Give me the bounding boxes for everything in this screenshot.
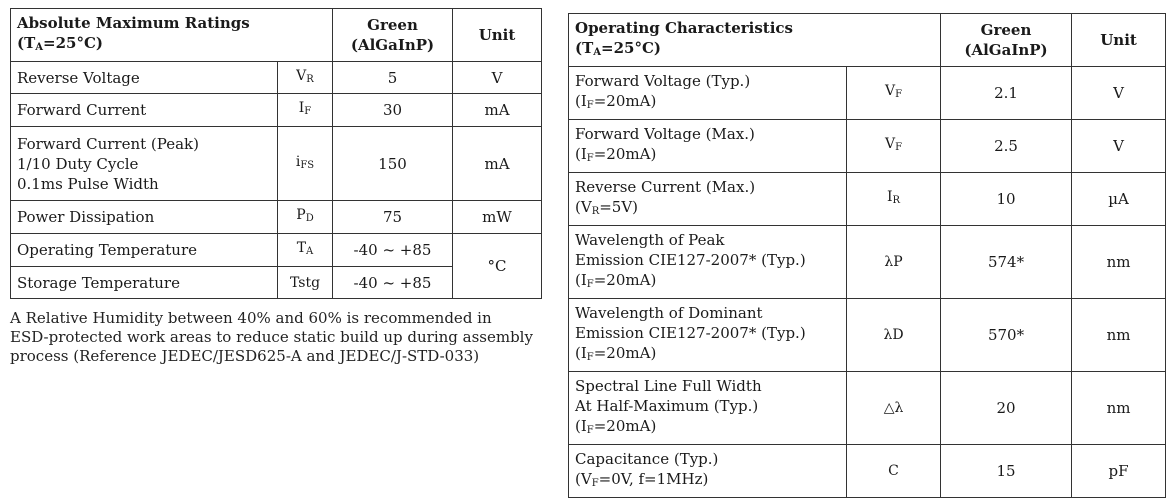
symbol-subscript: R — [892, 195, 901, 206]
symbol-subscript: FS — [300, 159, 315, 171]
value-cell: 15 — [941, 445, 1072, 498]
value-cell: 570* — [941, 299, 1072, 372]
value-cell: -40 ~ +85 — [333, 234, 453, 267]
table-row — [569, 120, 1166, 173]
cond-subscript: A — [35, 41, 44, 53]
symbol-text: I — [886, 189, 893, 205]
param-cell — [11, 127, 278, 201]
unit-cell: mA — [453, 94, 542, 127]
param-cell — [11, 234, 278, 267]
table-row — [11, 201, 542, 234]
symbol-text: V — [884, 136, 896, 152]
absolute-max-title: Absolute Maximum Ratings — [17, 13, 250, 32]
unit-header: Unit — [453, 9, 542, 62]
symbol-cell — [278, 201, 333, 234]
cond-suffix: =0V, f=1MHz) — [598, 469, 709, 488]
param-cell — [569, 173, 847, 226]
symbol-cell — [847, 173, 941, 226]
cond-prefix: (I — [575, 416, 587, 435]
symbol-cell — [847, 120, 941, 173]
param-cell — [569, 67, 847, 120]
param-cell — [11, 201, 278, 234]
cond-prefix: (V — [575, 197, 592, 216]
param-line: Forward Current (Peak) — [17, 134, 199, 153]
table-row — [11, 127, 542, 201]
unit-cell: µA — [1072, 173, 1166, 226]
param-line: Operating Temperature — [17, 241, 198, 259]
param-line: Reverse Current (Max.) — [575, 177, 756, 196]
condition-line — [575, 91, 840, 116]
symbol-subscript: R — [306, 73, 314, 85]
cond-prefix: (T — [575, 38, 594, 57]
unit-cell: pF — [1072, 445, 1166, 498]
symbol-text: V — [884, 83, 896, 99]
unit-cell: nm — [1072, 226, 1166, 299]
param-line: Storage Temperature — [17, 273, 180, 292]
cond-subscript: R — [591, 205, 600, 217]
symbol-cell — [847, 372, 941, 445]
symbol-text: i — [295, 153, 301, 170]
symbol-cell — [278, 234, 333, 267]
value-cell: 2.5 — [941, 120, 1072, 173]
table-header-row — [11, 9, 542, 62]
param-cell — [11, 62, 278, 94]
cond-suffix: =20mA) — [593, 91, 657, 110]
symbol-cell — [847, 226, 941, 299]
green-header — [333, 9, 453, 62]
unit-cell: °C — [453, 234, 542, 299]
condition-line — [575, 197, 840, 222]
param-line: 0.1ms Pulse Width — [17, 174, 159, 193]
note-line: A Relative Humidity between 40% and 60% is recommended in — [10, 309, 492, 327]
green-material: (AlGaInP) — [964, 41, 1048, 59]
condition-line — [575, 270, 840, 295]
table-row — [569, 299, 1166, 372]
symbol-cell — [278, 267, 333, 299]
absolute-maximum-ratings-table — [10, 8, 542, 299]
operating-title: Operating Characteristics — [575, 18, 794, 37]
condition-line — [575, 469, 840, 494]
cond-prefix: (I — [575, 91, 587, 110]
param-cell — [569, 445, 847, 498]
unit-header: Unit — [1072, 14, 1166, 67]
unit-cell: V — [1072, 120, 1166, 173]
param-line: Spectral Line Full Width — [575, 376, 762, 395]
value-cell: 75 — [333, 201, 453, 234]
symbol-text: λD — [883, 327, 904, 343]
param-cell — [11, 94, 278, 127]
value-cell: 2.1 — [941, 67, 1072, 120]
symbol-cell — [278, 127, 333, 201]
symbol-subscript: A — [306, 246, 314, 257]
table-row — [11, 234, 542, 267]
symbol-text: I — [298, 100, 305, 116]
symbol-cell — [847, 299, 941, 372]
cond-suffix: =20mA) — [593, 270, 657, 289]
value-cell: 10 — [941, 173, 1072, 226]
param-line: Capacitance (Typ.) — [575, 449, 719, 468]
value-cell: 574* — [941, 226, 1072, 299]
param-cell — [569, 299, 847, 372]
param-line: Emission CIE127-2007* (Typ.) — [575, 323, 806, 342]
value-cell: 20 — [941, 372, 1072, 445]
cond-prefix: (I — [575, 144, 587, 163]
cond-suffix: =5V) — [599, 197, 639, 216]
condition-line — [575, 144, 840, 169]
operating-title-cell — [569, 14, 941, 67]
symbol-subscript: D — [305, 213, 314, 224]
table-row — [11, 62, 542, 94]
condition-line — [575, 416, 840, 441]
note-line: process (Reference JEDEC/JESD625-A and JEDEC/J-STD-033) — [10, 347, 480, 365]
param-line: At Half-Maximum (Typ.) — [575, 396, 759, 415]
cond-subscript: F — [586, 278, 594, 290]
symbol-subscript: F — [895, 89, 903, 100]
param-line: Wavelength of Peak — [575, 230, 725, 249]
value-cell: -40 ~ +85 — [333, 267, 453, 299]
unit-cell: V — [453, 62, 542, 94]
unit-cell: nm — [1072, 372, 1166, 445]
param-line: Reverse Voltage — [17, 68, 140, 87]
unit-cell: mA — [453, 127, 542, 201]
param-line: Forward Voltage (Max.) — [575, 124, 755, 143]
table-header-row — [569, 14, 1166, 67]
symbol-subscript: F — [304, 106, 312, 117]
param-cell — [569, 372, 847, 445]
table-row — [569, 445, 1166, 498]
cond-suffix: =20mA) — [593, 416, 657, 435]
param-line: Forward Voltage (Typ.) — [575, 71, 751, 90]
green-label: Green — [980, 21, 1032, 39]
param-cell — [11, 267, 278, 299]
value-cell: 5 — [333, 62, 453, 94]
param-line: Power Dissipation — [17, 208, 155, 226]
value-cell: 150 — [333, 127, 453, 201]
unit-cell: nm — [1072, 299, 1166, 372]
cond-prefix: (I — [575, 343, 587, 362]
table-row — [569, 67, 1166, 120]
cond-suffix: =25°C) — [43, 33, 104, 52]
param-line: 1/10 Duty Cycle — [17, 154, 139, 173]
symbol-text: Tstg — [289, 274, 321, 291]
symbol-cell — [278, 94, 333, 127]
symbol-text: △λ — [883, 400, 904, 416]
green-header — [941, 14, 1072, 67]
symbol-text: λP — [884, 254, 903, 270]
cond-suffix: =20mA) — [593, 343, 657, 362]
symbol-cell — [847, 445, 941, 498]
operating-condition — [575, 38, 934, 63]
humidity-note — [10, 309, 550, 366]
param-line: Forward Current — [17, 101, 147, 119]
value-cell: 30 — [333, 94, 453, 127]
cond-subscript: F — [586, 152, 594, 164]
table-row — [569, 173, 1166, 226]
note-line: ESD-protected work areas to reduce static build up during assembly — [10, 328, 533, 346]
cond-prefix: (V — [575, 469, 592, 488]
symbol-subscript: F — [895, 142, 903, 153]
cond-suffix: =20mA) — [593, 144, 657, 163]
cond-subscript: F — [586, 351, 594, 363]
cond-prefix: (T — [17, 33, 36, 52]
green-material: (AlGaInP) — [350, 36, 435, 54]
table-row — [11, 94, 542, 127]
absolute-max-title-cell — [11, 9, 333, 62]
symbol-text: V — [296, 67, 307, 84]
param-line: Emission CIE127-2007* (Typ.) — [575, 250, 806, 269]
green-label: Green — [367, 16, 418, 34]
symbol-text: C — [888, 463, 899, 479]
cond-subscript: F — [586, 99, 594, 111]
operating-characteristics-table — [568, 13, 1166, 498]
unit-cell: mW — [453, 201, 542, 234]
table-row — [569, 372, 1166, 445]
absolute-max-condition — [17, 33, 326, 58]
table-row — [569, 226, 1166, 299]
unit-cell: V — [1072, 67, 1166, 120]
param-cell — [569, 226, 847, 299]
symbol-cell — [847, 67, 941, 120]
cond-prefix: (I — [575, 270, 587, 289]
symbol-cell — [278, 62, 333, 94]
cond-subscript: F — [586, 424, 594, 436]
cond-suffix: =25°C) — [601, 38, 662, 57]
cond-subscript: A — [593, 46, 602, 58]
condition-line — [575, 343, 840, 368]
symbol-text: P — [296, 207, 306, 223]
symbol-text: T — [296, 240, 307, 256]
cond-subscript: F — [591, 477, 599, 489]
param-cell — [569, 120, 847, 173]
param-line: Wavelength of Dominant — [575, 303, 763, 322]
